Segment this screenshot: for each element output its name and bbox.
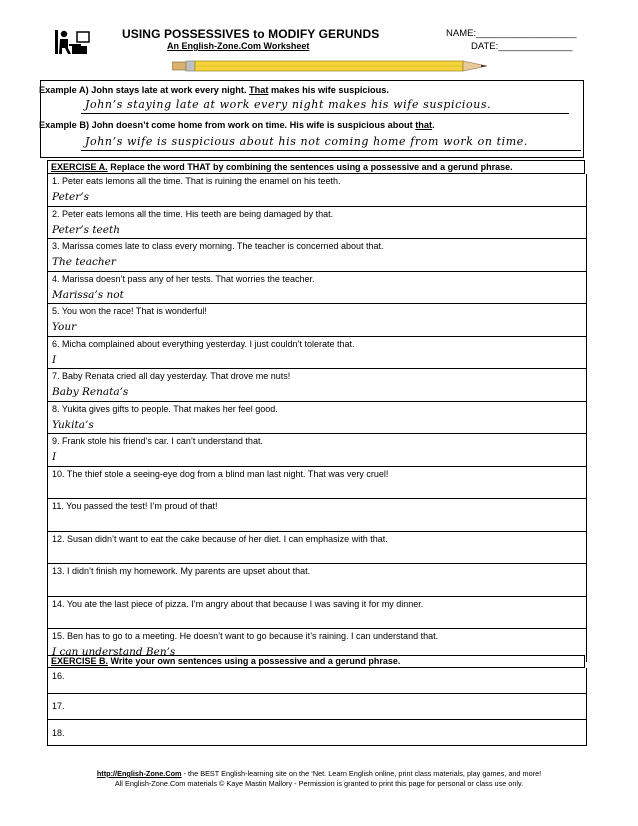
- exercise-answer: I: [52, 451, 57, 463]
- exercise-question: 8. Yukita gives gifts to people. That makes her feel good.: [52, 403, 278, 414]
- exercise-question: 4. Marissa doesn’t pass any of her tests. That worries the teacher.: [52, 273, 315, 284]
- pencil-icon: [172, 56, 502, 76]
- worksheet-title: USING POSSESSIVES to MODIFY GERUNDS: [122, 27, 380, 41]
- exercise-question: 7. Baby Renata cried all day yesterday. That drove me nuts!: [52, 371, 291, 381]
- exercise-answer: Baby Renata’s: [52, 386, 129, 398]
- exercise-answer: I: [52, 353, 57, 366]
- exercise-a-heading: EXERCISE A. Replace the word THAT by combining the sentences using a possessive and a gerund phrase.: [47, 160, 585, 174]
- exercise-answer: Peter’s teeth: [52, 223, 120, 236]
- exercise-row: [48, 369, 586, 402]
- footer-line-2: All English-Zone.Com materials © Kaye Mastin Mallory - Permission is granted to print this page for personal or class use only.: [114, 779, 524, 788]
- exercise-row: [48, 720, 586, 746]
- exercise-question: 14. You ate the last piece of pizza. I’m angry about that because I was saving it for my dinner.: [52, 598, 424, 609]
- exercise-question: 13. I didn’t finish my homework. My parents are upset about that.: [52, 566, 311, 576]
- example-a-line: [81, 113, 569, 114]
- teacher-at-desk-logo-icon: [54, 28, 90, 56]
- exercise-row: [48, 668, 586, 694]
- exercise-row: [48, 434, 586, 467]
- exercise-question: 1. Peter eats lemons all the time. That is ruining the enamel on his teeth.: [52, 176, 341, 186]
- example-a-answer: John’s staying late at work every night makes his wife suspicious.: [85, 98, 492, 111]
- exercise-row: [48, 467, 586, 500]
- exercise-question: 5. You won the race! That is wonderful!: [52, 306, 207, 316]
- exercise-question: 16.: [52, 671, 65, 681]
- date-field: DATE:______________: [471, 41, 573, 52]
- exercise-question: 11. You passed the test! I’m proud of that!: [52, 501, 218, 511]
- example-b-line: [81, 150, 581, 151]
- exercise-question: 3. Marissa comes late to class every morning. The teacher is concerned about that.: [52, 241, 384, 251]
- exercise-question: 9. Frank stole his friend’s car. I can’t understand that.: [52, 436, 263, 446]
- exercise-answer: Peter’s: [52, 191, 89, 203]
- exercise-question: 6. Micha complained about everything yesterday. I just couldn’t tolerate that.: [52, 338, 355, 349]
- exercise-row: [48, 207, 586, 240]
- exercise-row: [48, 402, 586, 435]
- exercise-row: [48, 597, 586, 630]
- exercise-row: [48, 272, 586, 305]
- exercise-row: [48, 694, 586, 720]
- exercise-question: 10. The thief stole a seeing-eye dog from a blind man last night. That was very cruel!: [52, 468, 389, 479]
- exercise-question: 15. Ben has to go to a meeting. He doesn’t want to go because it’s raining. I can understand that.: [52, 631, 439, 641]
- exercise-answer: Yukita’s: [52, 418, 94, 431]
- exercise-question: 2. Peter eats lemons all the time. His teeth are being damaged by that.: [52, 208, 334, 219]
- exercise-row: [48, 499, 586, 532]
- exercise-b-table: [47, 668, 587, 746]
- exercise-answer: Your: [52, 321, 77, 333]
- exercise-row: [48, 304, 586, 337]
- exercise-b-heading: EXERCISE B. Write your own sentences using a possessive and a gerund phrase.: [47, 655, 585, 668]
- exercise-answer: Marissa’s not: [52, 288, 124, 301]
- examples-box: [40, 80, 584, 158]
- example-a-prompt: Example A) John stays late at work every night. That makes his wife suspicious.: [39, 85, 389, 95]
- example-b-prompt: Example B) John doesn’t come home from work on time. His wife is suspicious about that.: [39, 120, 435, 130]
- exercise-question: 17.: [52, 701, 65, 711]
- exercise-answer: The teacher: [52, 256, 116, 268]
- name-field: NAME:___________________: [446, 28, 577, 39]
- exercise-question: 12. Susan didn’t want to eat the cake because of her diet. I can emphasize with that.: [52, 533, 388, 544]
- exercise-row: [48, 337, 586, 370]
- exercise-row: [48, 174, 586, 207]
- exercise-row: [48, 564, 586, 597]
- exercise-a-table: [47, 174, 587, 662]
- footer-line-1: http://English-Zone.Com - the BEST English-learning site on the ‘Net. Learn English online, print class materials, play games, and more!: [96, 769, 542, 778]
- footer-link[interactable]: http://English-Zone.Com: [96, 769, 182, 778]
- example-b-answer: John’s wife is suspicious about his not coming home from work on time.: [85, 135, 528, 148]
- exercise-question: 18.: [52, 728, 65, 738]
- worksheet-subtitle: An English-Zone.Com Worksheet: [167, 41, 310, 51]
- exercise-row: [48, 532, 586, 565]
- exercise-row: [48, 239, 586, 272]
- exercise-answer: I can understand Ben’s: [52, 646, 176, 658]
